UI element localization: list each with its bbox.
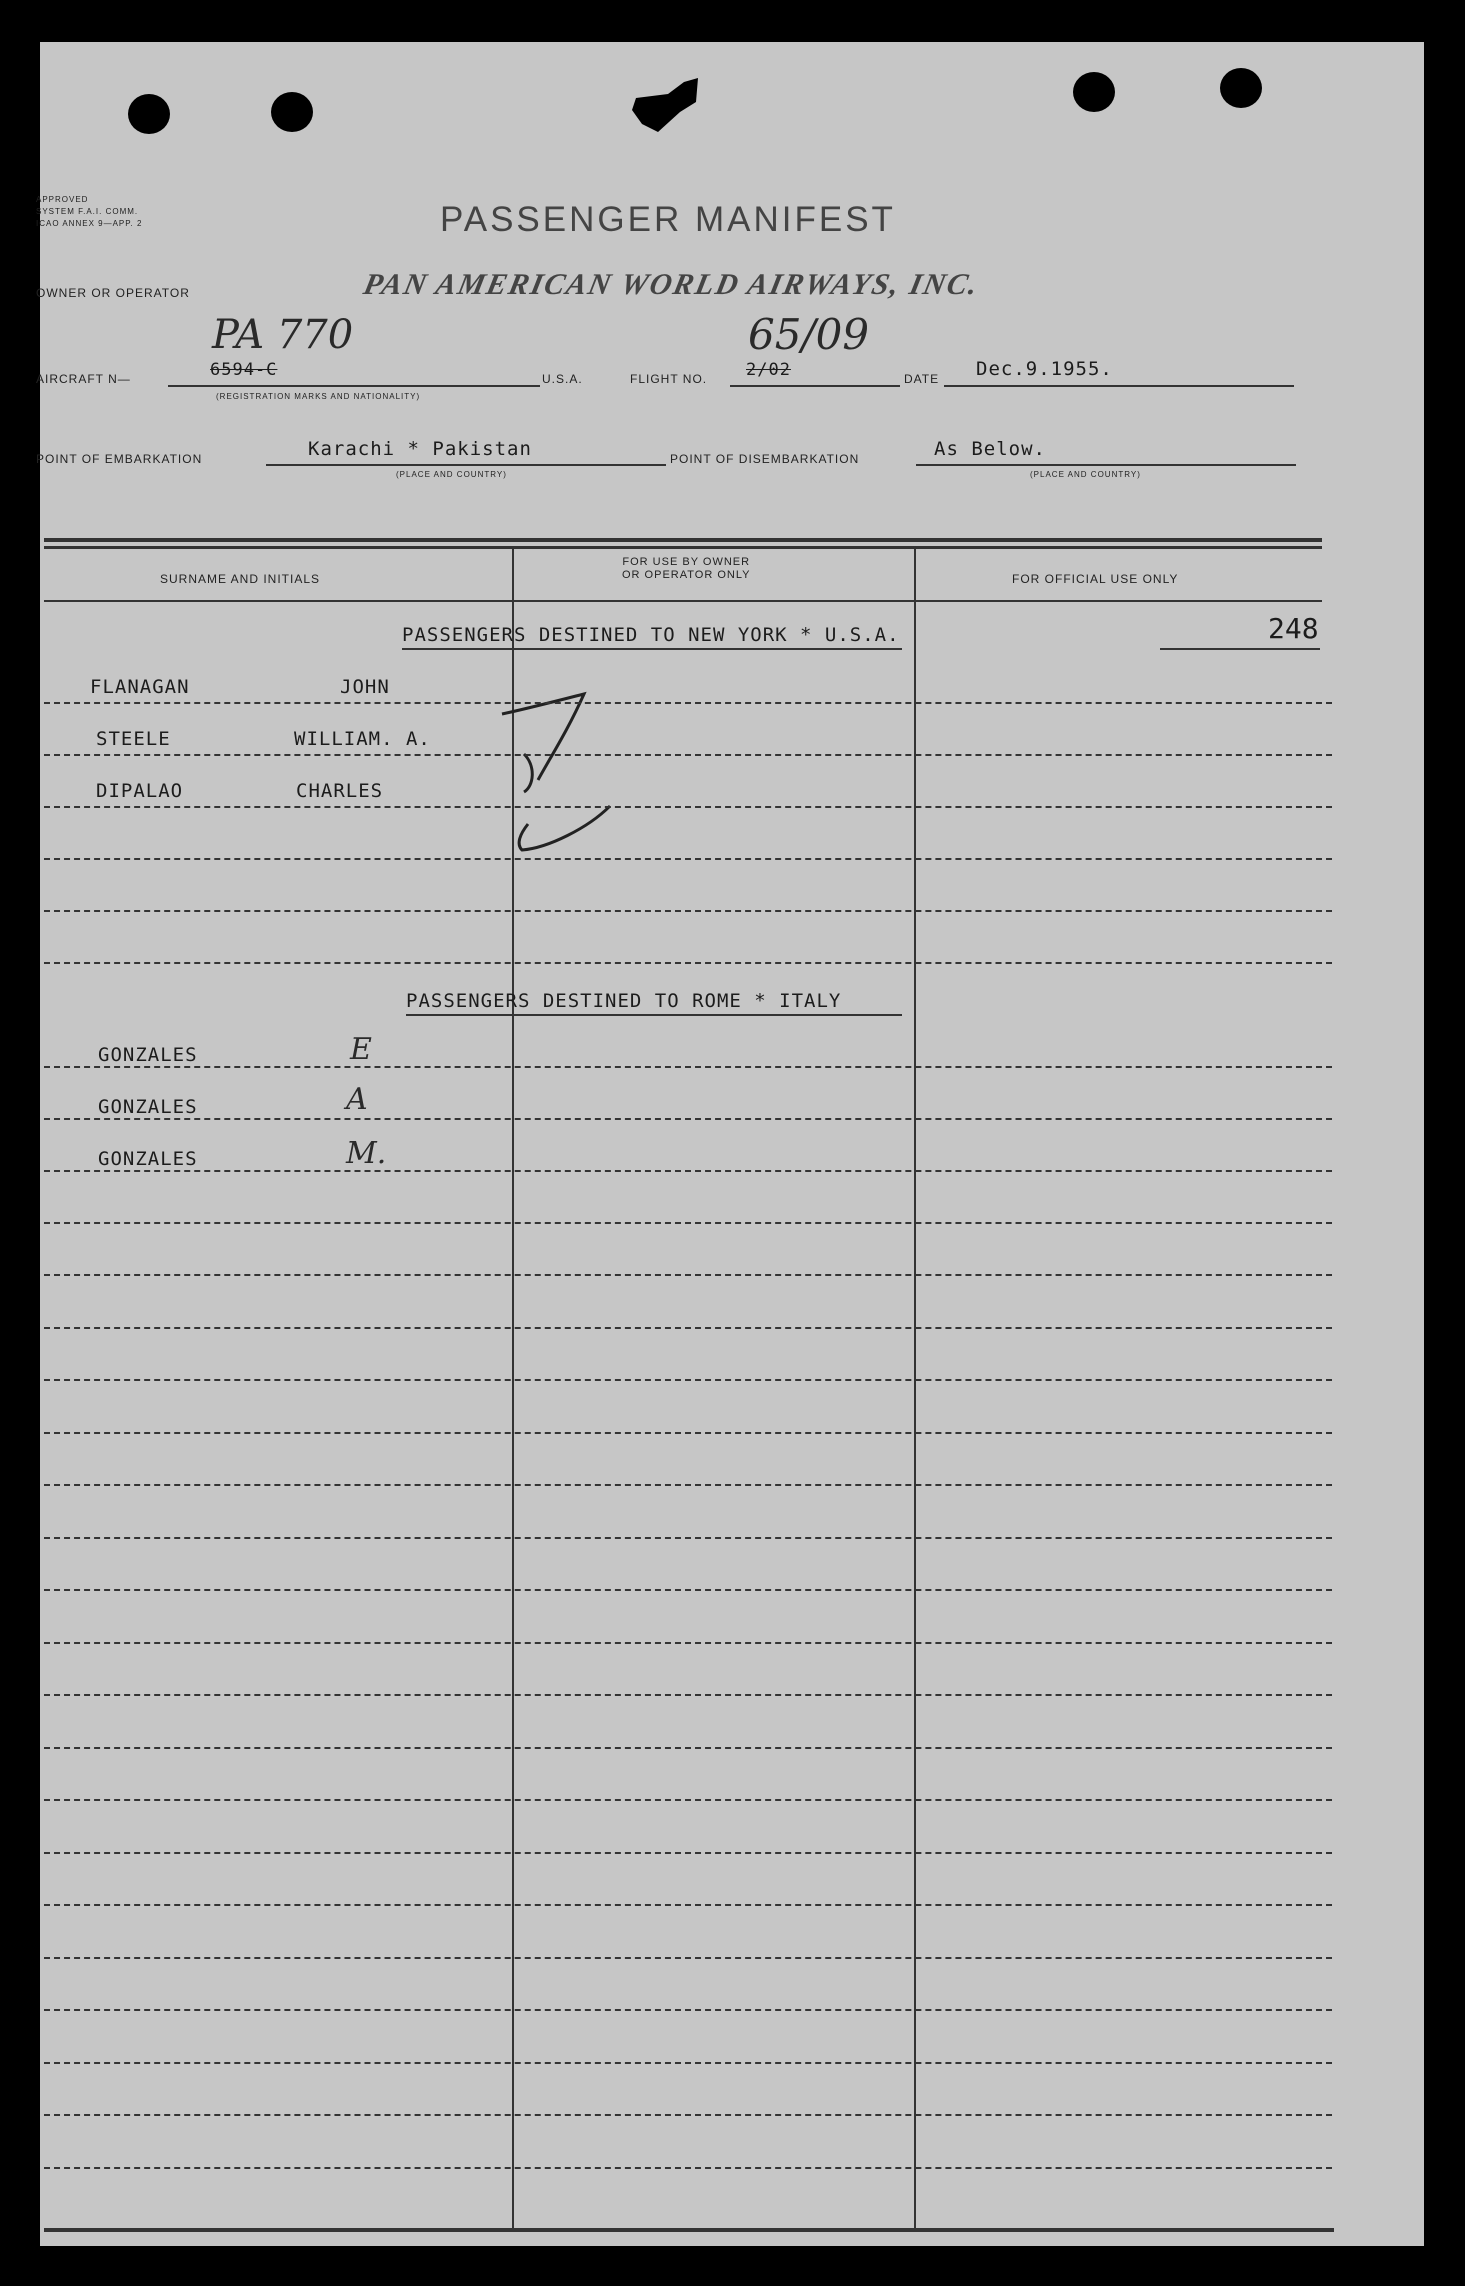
row-rule (44, 1589, 1332, 1591)
column-header-line: OR OPERATOR ONLY (622, 569, 751, 581)
column-divider (914, 548, 916, 2230)
owner-label: OWNER OR OPERATOR (36, 286, 190, 300)
punch-hole (271, 92, 313, 132)
passenger-surname: GONZALES (98, 1148, 198, 1170)
punch-hole (128, 94, 170, 134)
row-rule (44, 702, 1332, 704)
passenger-initials: WILLIAM. A. (294, 728, 431, 750)
column-header-official: FOR OFFICIAL USE ONLY (1012, 572, 1179, 586)
row-rule (44, 1066, 1332, 1068)
group-heading-new-york: PASSENGERS DESTINED TO NEW YORK * U.S.A. (402, 624, 900, 646)
row-rule (44, 1799, 1332, 1801)
row-rule (44, 962, 1332, 964)
row-rule (44, 2009, 1332, 2011)
row-rule (44, 1694, 1332, 1696)
aircraft-handwritten: PA 770 (212, 312, 354, 358)
row-rule (44, 1170, 1332, 1172)
approval-line: ICAO ANNEX 9—APP. 2 (36, 219, 143, 228)
row-rule (44, 1957, 1332, 1959)
row-rule (44, 1274, 1332, 1276)
date-label: DATE (904, 372, 940, 386)
row-rule (44, 754, 1332, 756)
row-rule (44, 2114, 1332, 2116)
disembarkation-label: POINT OF DISEMBARKATION (670, 452, 860, 466)
usa-label: U.S.A. (542, 372, 583, 386)
row-rule (44, 1327, 1332, 1329)
row-rule (44, 1537, 1332, 1539)
row-rule (44, 1222, 1332, 1224)
flight-label: FLIGHT NO. (630, 372, 708, 386)
passenger-initials: E (350, 1032, 372, 1067)
row-rule (44, 1484, 1332, 1486)
row-rule (44, 1642, 1332, 1644)
aircraft-sublabel: (REGISTRATION MARKS AND NATIONALITY) (216, 392, 421, 401)
row-rule (44, 1118, 1332, 1120)
group-heading-rome: PASSENGERS DESTINED TO ROME * ITALY (406, 990, 842, 1012)
row-rule (44, 2167, 1332, 2169)
passenger-initials: CHARLES (296, 780, 384, 802)
punch-hole (1073, 72, 1115, 112)
approval-line: SYSTEM F.A.I. COMM. (36, 207, 139, 216)
row-rule (44, 910, 1332, 912)
row-rule (44, 1904, 1332, 1906)
passenger-initials: A (346, 1082, 368, 1117)
page-number: 248 (1268, 612, 1319, 645)
column-header-surname: SURNAME AND INITIALS (160, 572, 321, 586)
row-rule (44, 858, 1332, 860)
disembarkation-sublabel: (PLACE AND COUNTRY) (1030, 470, 1141, 479)
punch-hole (1220, 68, 1262, 108)
date-value: Dec.9.1955. (976, 358, 1113, 380)
manifest-page (36, 42, 1424, 2246)
passenger-initials: JOHN (340, 676, 390, 698)
embarkation-sublabel: (PLACE AND COUNTRY) (396, 470, 507, 479)
owner-value: PAN AMERICAN WORLD AIRWAYS, INC. (360, 268, 983, 301)
torn-paper-mark (628, 76, 728, 136)
table-top-rule (44, 538, 1322, 542)
handwritten-check-marks (450, 642, 650, 862)
approval-line: APPROVED (36, 195, 89, 204)
passenger-surname: GONZALES (98, 1096, 198, 1118)
header-rule (44, 600, 1322, 602)
column-header-operator (622, 556, 750, 582)
row-rule (44, 1747, 1332, 1749)
passenger-surname: GONZALES (98, 1044, 198, 1066)
aircraft-registration: 6594-C (210, 360, 278, 380)
table-top-rule (44, 546, 1322, 549)
embarkation-label: POINT OF EMBARKATION (36, 452, 203, 466)
row-rule (44, 2062, 1332, 2064)
row-rule (44, 1379, 1332, 1381)
passenger-initials: M. (346, 1136, 387, 1171)
embarkation-value: Karachi * Pakistan (308, 438, 532, 460)
passenger-surname: STEELE (96, 728, 171, 750)
flight-number: 2/02 (746, 360, 791, 380)
aircraft-label: AIRCRAFT N— (36, 372, 131, 386)
disembarkation-value: As Below. (934, 438, 1046, 460)
row-rule (44, 1852, 1332, 1854)
flight-handwritten: 65/09 (748, 310, 870, 359)
page-title: PASSENGER MANIFEST (440, 200, 896, 239)
passenger-surname: DIPALAO (96, 780, 184, 802)
approval-notice (36, 194, 142, 230)
table-bottom-rule (44, 2228, 1334, 2232)
row-rule (44, 1432, 1332, 1434)
column-header-line: FOR USE BY OWNER (622, 556, 751, 568)
row-rule (44, 806, 1332, 808)
passenger-surname: FLANAGAN (90, 676, 190, 698)
